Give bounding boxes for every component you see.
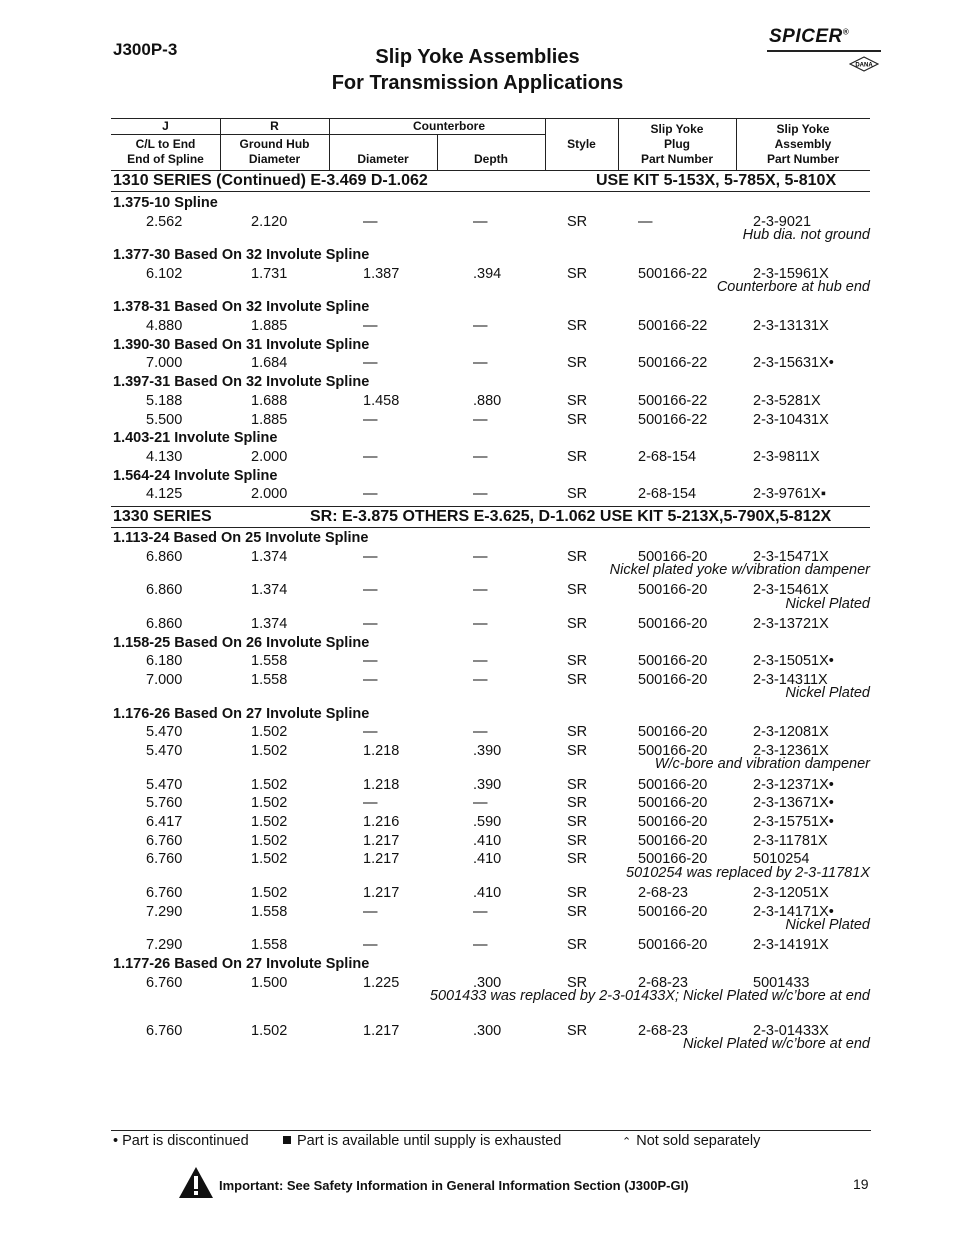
spline-heading: 1.176-26 Based On 27 Involute Spline [113,706,370,722]
legend-not-sold: ⌃ Not sold separately [622,1133,761,1149]
cell-dia: — [363,214,378,230]
cell-r: 1.558 [251,937,288,953]
cell-dia: 1.217 [363,851,400,867]
cell-asm: 2-3-13721X [753,616,829,632]
table-row [0,449,954,468]
cell-j: 6.860 [146,582,183,598]
table-row [0,355,954,374]
cell-r: 1.502 [251,795,288,811]
col-ground-hub: Ground Hub Diameter [239,137,310,166]
cell-plug: 500166-20 [638,672,708,688]
cell-r: 1.502 [251,1023,288,1039]
cell-dia: 1.218 [363,777,400,793]
col-style: Style [567,137,596,151]
cell-dia: — [363,355,378,371]
cell-r: 1.502 [251,814,288,830]
spline-heading: 1.377-30 Based On 32 Involute Spline [113,247,370,263]
cell-j: 6.860 [146,616,183,632]
cell-j: 5.188 [146,393,183,409]
cell-dia: — [363,795,378,811]
cell-dia: — [363,653,378,669]
cell-asm: 2-3-14311X [753,672,828,688]
safety-notice: Important: See Safety Information in General Information Section (J300P-GI) [219,1178,689,1193]
cell-plug: 500166-20 [638,833,708,849]
cell-style: SR [567,449,588,465]
cell-r: 1.558 [251,653,288,669]
cell-dia: — [363,904,378,920]
cell-depth: — [473,449,488,465]
cell-dia: — [363,449,378,465]
cell-plug: 500166-20 [638,937,708,953]
cell-style: SR [567,777,588,793]
cell-r: 1.374 [251,582,288,598]
cell-plug: — [638,214,653,230]
table-row [0,616,954,635]
cell-dia: — [363,549,378,565]
cell-depth: .590 [473,814,502,830]
cell-r: 1.558 [251,672,288,688]
cell-style: SR [567,672,588,688]
cell-depth: .390 [473,743,502,759]
cell-style: SR [567,549,588,565]
table-row [0,318,954,337]
spline-heading: 1.177-26 Based On 27 Involute Spline [113,956,370,972]
cell-style: SR [567,904,588,920]
row-note: Nickel Plated [785,917,870,933]
cell-j: 7.290 [146,904,183,920]
cell-style: SR [567,318,588,334]
cell-depth: — [473,355,488,371]
cell-asm: 2-3-12371X• [753,777,834,793]
cell-dia: — [363,412,378,428]
cell-r: 2.000 [251,449,288,465]
cell-j: 5.500 [146,412,183,428]
page-number: 19 [853,1176,869,1192]
cell-dia: 1.217 [363,1023,400,1039]
cell-style: SR [567,616,588,632]
cell-j: 7.290 [146,937,183,953]
spline-heading: 1.397-31 Based On 32 Involute Spline [113,374,370,390]
cell-depth: .390 [473,777,502,793]
cell-j: 5.470 [146,777,183,793]
cell-plug: 2-68-23 [638,975,688,991]
series-kit-1330: SR: E-3.875 OTHERS E-3.625, D-1.062 USE KIT 5-213X,5-790X,5-812X [310,508,832,525]
cell-plug: 500166-20 [638,795,708,811]
cell-asm: 2-3-14191X [753,937,829,953]
cell-j: 7.000 [146,672,183,688]
row-note: Nickel Plated [785,685,870,701]
cell-style: SR [567,412,588,428]
cell-asm: 2-3-15631X• [753,355,834,371]
spline-heading: 1.378-31 Based On 32 Involute Spline [113,299,370,315]
cell-r: 1.885 [251,318,288,334]
cell-dia: — [363,318,378,334]
col-depth: Depth [474,152,508,166]
cell-depth: — [473,795,488,811]
cell-style: SR [567,937,588,953]
cell-depth: — [473,616,488,632]
cell-r: 1.502 [251,851,288,867]
cell-style: SR [567,1023,588,1039]
cell-plug: 500166-22 [638,355,708,371]
cell-r: 1.885 [251,412,288,428]
cell-plug: 500166-22 [638,266,708,282]
cell-asm: 2-3-5281X [753,393,821,409]
cell-j: 6.860 [146,549,183,565]
cell-r: 1.558 [251,904,288,920]
cell-j: 7.000 [146,355,183,371]
cell-style: SR [567,266,588,282]
table-row [0,833,954,852]
cell-dia: 1.216 [363,814,400,830]
cell-plug: 500166-20 [638,549,708,565]
cell-depth: .394 [473,266,502,282]
cell-r: 2.000 [251,486,288,502]
cell-j: 6.760 [146,1023,183,1039]
cell-asm: 2-3-9761X▪ [753,486,826,502]
logo-underline [767,50,881,52]
page-title-line1: Slip Yoke Assemblies [375,46,580,68]
cell-j: 6.760 [146,885,183,901]
cell-r: 1.688 [251,393,288,409]
cell-j: 2.562 [146,214,183,230]
cell-dia: 1.387 [363,266,400,282]
cell-depth: — [473,724,488,740]
cell-r: 1.502 [251,833,288,849]
cell-asm: 2-3-9021 [753,214,812,230]
dana-logo-icon [849,56,879,72]
table-row [0,653,954,672]
cell-r: 1.731 [251,266,288,282]
cell-depth: .410 [473,851,502,867]
cell-style: SR [567,486,588,502]
cell-style: SR [567,724,588,740]
cell-depth: — [473,486,488,502]
cell-j: 6.760 [146,833,183,849]
cell-asm: 2-3-9811X [753,449,820,465]
cell-dia: — [363,724,378,740]
cell-asm: 2-3-13671X• [753,795,834,811]
cell-depth: — [473,412,488,428]
cell-r: 2.120 [251,214,288,230]
cell-r: 1.502 [251,885,288,901]
cell-dia: 1.217 [363,885,400,901]
spline-heading: 1.403-21 Involute Spline [113,430,278,446]
cell-depth: .410 [473,833,502,849]
row-note: 5001433 was replaced by 2-3-01433X; Nickel Plated w/c’bore at end [429,988,870,1004]
row-note: Nickel Plated [785,596,870,612]
table-row [0,885,954,904]
cell-plug: 500166-20 [638,851,708,867]
cell-j: 5.470 [146,724,183,740]
svg-text:DANA: DANA [855,62,873,69]
cell-plug: 500166-20 [638,582,708,598]
cell-depth: — [473,904,488,920]
series-kit-1310: USE KIT 5-153X, 5-785X, 5-810X [596,172,837,189]
cell-r: 1.502 [251,777,288,793]
legend-exhausted: Part is available until supply is exhausted [283,1133,561,1149]
cell-asm: 2-3-13131X [753,318,829,334]
spline-heading: 1.390-30 Based On 31 Involute Spline [113,337,370,353]
cell-j: 6.760 [146,975,183,991]
cell-j: 5.760 [146,795,183,811]
cell-style: SR [567,743,588,759]
cell-asm: 2-3-01433X [753,1023,829,1039]
cell-dia: — [363,582,378,598]
spline-heading: 1.375-10 Spline [113,195,218,211]
col-counterbore: Counterbore [413,119,485,133]
cell-depth: — [473,318,488,334]
row-note: W/c-bore and vibration dampener [654,756,870,772]
cell-asm: 5010254 [753,851,810,867]
caret-icon: ⌃ [622,1136,632,1148]
cell-asm: 2-3-12361X [753,743,829,759]
cell-r: 1.502 [251,743,288,759]
cell-depth: .880 [473,393,502,409]
cell-style: SR [567,851,588,867]
cell-plug: 500166-20 [638,904,708,920]
cell-asm: 2-3-15751X• [753,814,834,830]
cell-dia: — [363,486,378,502]
cell-plug: 500166-22 [638,393,708,409]
cell-plug: 500166-20 [638,777,708,793]
col-plug: Slip Yoke Plug Part Number [640,122,714,166]
cell-asm: 2-3-12081X [753,724,829,740]
cell-dia: 1.458 [363,393,400,409]
series-heading-1310: 1310 SERIES (Continued) E-3.469 D-1.062 [113,172,428,189]
cell-asm: 2-3-11781X [753,833,828,849]
cell-j: 4.880 [146,318,183,334]
cell-j: 6.102 [146,266,183,282]
table-row [0,724,954,743]
cell-plug: 500166-20 [638,743,708,759]
cell-asm: 5001433 [753,975,810,991]
cell-dia: — [363,616,378,632]
cell-depth: — [473,937,488,953]
cell-style: SR [567,975,588,991]
col-cl-end: C/L to End End of Spline [127,137,204,166]
table-row [0,937,954,956]
cell-depth: .300 [473,975,502,991]
cell-r: 1.500 [251,975,288,991]
table-row [0,777,954,796]
page-title-line2: For Transmission Applications [331,72,624,94]
warning-icon [178,1166,214,1199]
row-note: 5010254 was replaced by 2-3-11781X [626,865,870,881]
cell-plug: 500166-22 [638,412,708,428]
cell-depth: — [473,214,488,230]
table-row [0,814,954,833]
cell-r: 1.684 [251,355,288,371]
cell-dia: 1.218 [363,743,400,759]
cell-asm: 2-3-15961X [753,266,829,282]
cell-j: 4.130 [146,449,183,465]
spline-heading: 1.158-25 Based On 26 Involute Spline [113,635,370,651]
cell-style: SR [567,885,588,901]
cell-style: SR [567,653,588,669]
cell-plug: 2-68-23 [638,1023,688,1039]
table-row [0,486,954,505]
cell-plug: 2-68-154 [638,486,697,502]
cell-depth: — [473,653,488,669]
cell-depth: — [473,582,488,598]
cell-plug: 500166-20 [638,653,708,669]
cell-plug: 500166-20 [638,724,708,740]
col-r: R [270,119,279,133]
series-heading-1330: 1330 SERIES [113,508,212,525]
col-assembly: Slip Yoke Assembly Part Number [766,122,840,166]
cell-plug: 2-68-154 [638,449,697,465]
cell-asm: 2-3-15051X• [753,653,834,669]
col-j: J [162,119,169,133]
row-note: Hub dia. not ground [742,227,870,243]
cell-asm: 2-3-12051X [753,885,829,901]
cell-asm: 2-3-14171X• [753,904,834,920]
cell-plug: 500166-22 [638,318,708,334]
spline-heading: 1.564-24 Involute Spline [113,468,278,484]
cell-depth: .410 [473,885,502,901]
cell-r: 1.502 [251,724,288,740]
cell-depth: .300 [473,1023,502,1039]
table-row [0,795,954,814]
cell-r: 1.374 [251,616,288,632]
cell-dia: — [363,937,378,953]
cell-asm: 2-3-10431X [753,412,829,428]
cell-style: SR [567,214,588,230]
spicer-logo [767,26,882,76]
cell-style: SR [567,393,588,409]
square-bullet-icon [283,1136,291,1144]
cell-asm: 2-3-15471X [753,549,829,565]
cell-j: 6.180 [146,653,183,669]
cell-style: SR [567,814,588,830]
cell-dia: 1.217 [363,833,400,849]
cell-depth: — [473,672,488,688]
cell-j: 4.125 [146,486,183,502]
cell-plug: 2-68-23 [638,885,688,901]
cell-asm: 2-3-15461X [753,582,829,598]
document-code: J300P-3 [113,40,178,59]
cell-style: SR [567,355,588,371]
cell-j: 5.470 [146,743,183,759]
spicer-wordmark: SPICER® [769,26,850,47]
cell-style: SR [567,795,588,811]
cell-j: 6.417 [146,814,183,830]
cell-plug: 500166-20 [638,814,708,830]
cell-depth: — [473,549,488,565]
cell-dia: — [363,672,378,688]
table-row [0,393,954,412]
row-note: Counterbore at hub end [716,279,870,295]
cell-style: SR [567,582,588,598]
col-diameter: Diameter [357,152,409,166]
table-row [0,412,954,431]
cell-style: SR [567,833,588,849]
cell-r: 1.374 [251,549,288,565]
cell-plug: 500166-20 [638,616,708,632]
spline-heading: 1.113-24 Based On 25 Involute Spline [113,530,369,546]
row-note: Nickel plated yoke w/vibration dampener [609,562,870,578]
row-note: Nickel Plated w/c’bore at end [683,1036,870,1052]
cell-j: 6.760 [146,851,183,867]
cell-dia: 1.225 [363,975,400,991]
legend-discontinued: • Part is discontinued [113,1133,249,1149]
